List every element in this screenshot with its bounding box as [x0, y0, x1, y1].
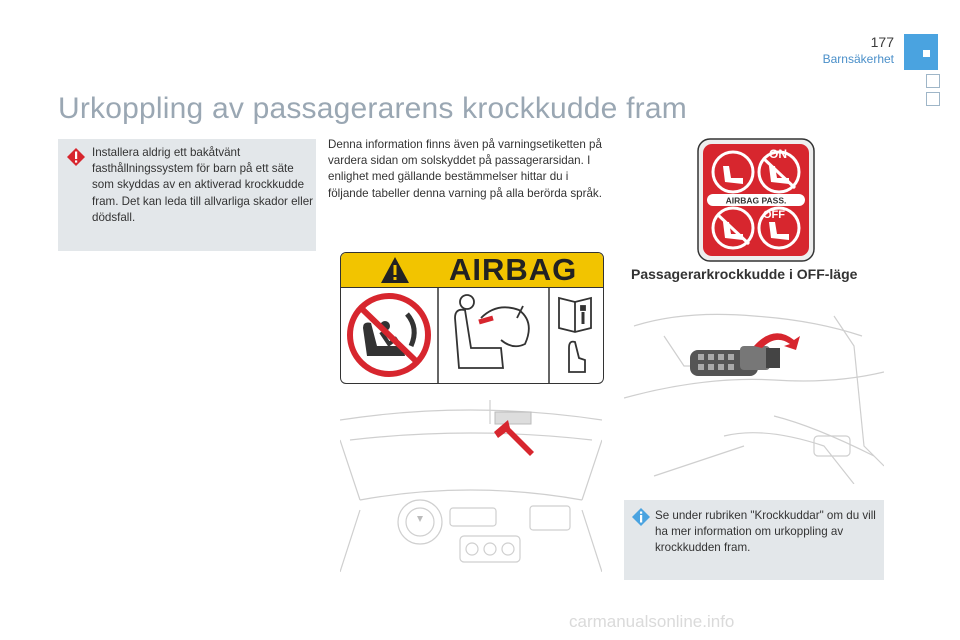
airbag-indicator-panel — [697, 138, 815, 262]
read-manual-icon — [559, 298, 591, 372]
indicator-on-text: ON — [769, 147, 787, 161]
description-text: Denna information finns även på varningsetiketten på vardera sidan om solskyddet på passagerarsidan. I enlighet med gällande bestämmelser hittar du i följande tabeller denna varning på alla berörda språk. — [328, 138, 602, 200]
page-title: Urkoppling av passagerarens krockkudde fram — [58, 92, 687, 125]
info-icon — [631, 507, 651, 527]
passenger-airbag-switch-illustration — [624, 306, 884, 484]
chapter-tab-active — [904, 34, 938, 70]
indicator-off-text: OFF — [763, 209, 785, 221]
airbag-label-word: AIRBAG — [449, 252, 578, 287]
warning-box — [58, 139, 316, 251]
airbag-label-band — [341, 253, 603, 288]
windshield-label-location-illustration — [340, 400, 602, 572]
info-text: Se under rubriken "Krockkuddar" om du vill ha mer information om urkoppling av krockkudden fram. — [655, 509, 876, 555]
section-subheading: Passagerarkrockkudde i OFF-läge — [631, 266, 858, 282]
warning-exclamation-icon — [66, 147, 86, 167]
no-rear-facing-seat-icon — [350, 296, 428, 374]
warning-triangle-icon — [379, 255, 411, 285]
seat-airbag-icon — [455, 295, 529, 368]
airbag-warning-label — [340, 252, 604, 384]
chapter-tab — [926, 74, 940, 88]
airbag-label-pictograms — [341, 288, 603, 383]
watermark: carmanualsonline.info — [569, 612, 735, 631]
chapter-title: Barnsäkerhet — [822, 52, 894, 66]
page-number: 177 — [870, 34, 894, 50]
chapter-tab — [926, 92, 940, 106]
indicator-pass-text: AIRBAG PASS. — [725, 195, 787, 206]
warning-text: Installera aldrig ett bakåtvänt fasthållningssystem för barn på ett säte som skyddas av en aktiverad krockkudde fram. Det kan leda till allvarliga skador eller dödsfall. — [92, 146, 314, 224]
info-box — [624, 500, 884, 580]
